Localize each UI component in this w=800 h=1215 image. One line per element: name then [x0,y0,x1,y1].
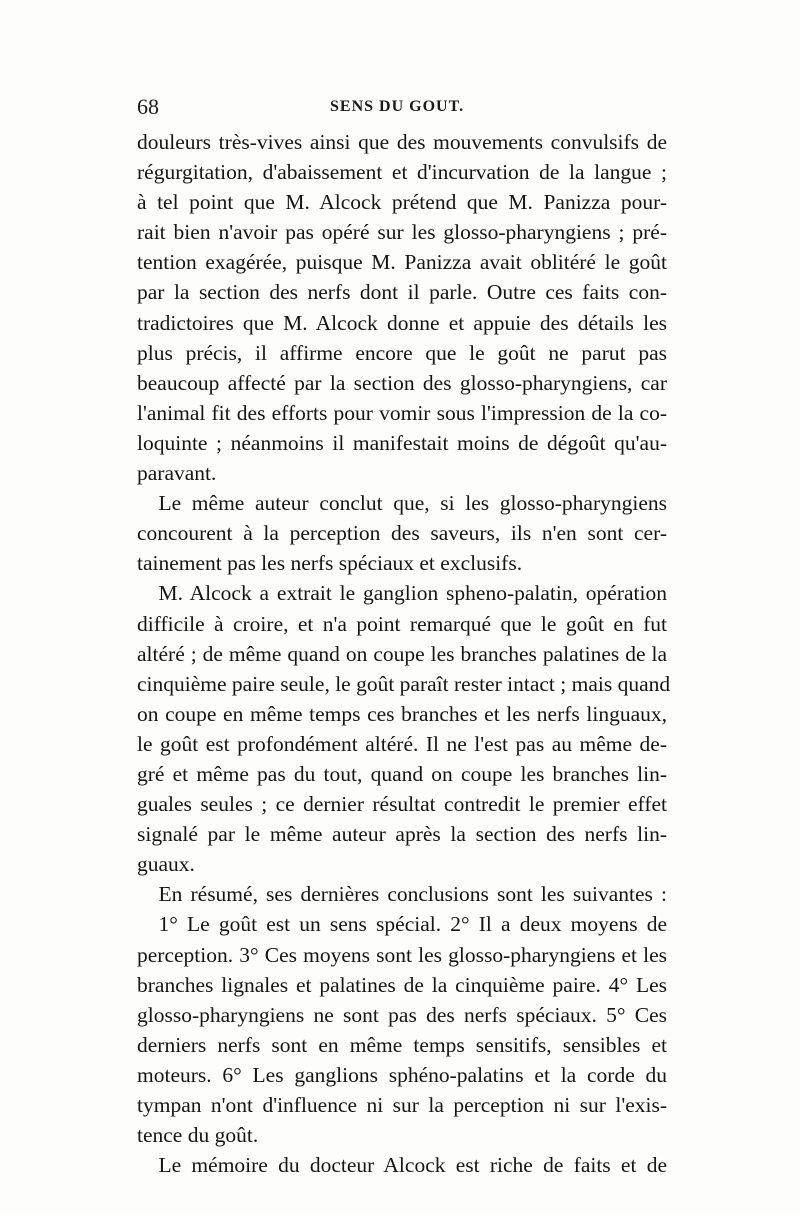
text-line: moteurs. 6° Les ganglions sphéno-palatins et la corde du [137,1062,667,1087]
text-line: le goût est profondément altéré. Il ne l'est pas au même de- [137,731,667,756]
text-line: M. Alcock a extrait le ganglion spheno-palatin, opération [158,581,667,606]
text-line: Le même auteur conclut que, si les glosso-pharyngiens [158,491,667,516]
text-line: paravant. [137,461,217,486]
body-text [137,127,671,1180]
text-line: signalé par le même auteur après la section des nerfs lin- [137,822,667,847]
text-line: à tel point que M. Alcock prétend que M. Panizza pour- [137,190,667,215]
text-line: tence du goût. [137,1123,259,1148]
text-line: concourent à la perception des saveurs, ils n'en sont cer- [137,521,667,546]
text-line: difficile à croire, et n'a point remarqué que le goût en fut [137,611,667,636]
page-header [137,94,667,124]
text-line: tainement pas les nerfs spéciaux et exclusifs. [137,551,523,576]
page-number: 68 [137,94,159,119]
text-line: rait bien n'avoir pas opéré sur les glosso-pharyngiens ; pré- [137,220,667,245]
text-line: l'animal fit des efforts pour vomir sous l'impression de la co- [137,400,667,425]
text-line: gré et même pas du tout, quand on coupe les branches lin- [137,761,667,786]
text-line: beaucoup affecté par la section des glosso-pharyngiens, car [137,370,667,395]
text-line: guaux. [137,852,195,877]
text-line: cinquième paire seule, le goût paraît rester intact ; mais quand [137,671,671,696]
text-line: tradictoires que M. Alcock donne et appuie des détails les [137,310,667,335]
text-line: altéré ; de même quand on coupe les branches palatines de la [137,641,667,666]
text-line: 1° Le goût est un sens spécial. 2° Il a deux moyens de [158,912,667,937]
text-line: régurgitation, d'abaissement et d'incurvation de la langue ; [137,160,667,185]
text-line: branches lignales et palatines de la cinquième paire. 4° Les [137,972,667,997]
text-line: derniers nerfs sont en même temps sensitifs, sensibles et [137,1032,667,1057]
text-line: loquinte ; néanmoins il manifestait moins de dégoût qu'au- [137,430,667,455]
text-line: on coupe en même temps ces branches et les nerfs linguaux, [137,701,667,726]
text-line: guales seules ; ce dernier résultat contredit le premier effet [137,792,667,817]
text-line: En résumé, ses dernières conclusions sont les suivantes : [158,882,667,907]
text-line: douleurs très-vives ainsi que des mouvements convulsifs de [137,130,667,154]
text-line: perception. 3° Ces moyens sont les glosso-pharyngiens et les [137,942,667,967]
text-line: plus précis, il affirme encore que le goût ne parut pas [137,340,667,365]
text-line: tympan n'ont d'influence ni sur la perception ni sur l'exis- [137,1093,667,1117]
text-line: par la section des nerfs dont il parle. Outre ces faits con- [137,280,667,305]
text-line: tention exagérée, puisque M. Panizza avait oblitéré le goût [137,250,667,275]
text-line: glosso-pharyngiens ne sont pas des nerfs spéciaux. 5° Ces [137,1002,667,1027]
text-line: Le mémoire du docteur Alcock est riche de faits et de [158,1153,667,1178]
running-title: SENS DU GOUT. [330,98,465,115]
